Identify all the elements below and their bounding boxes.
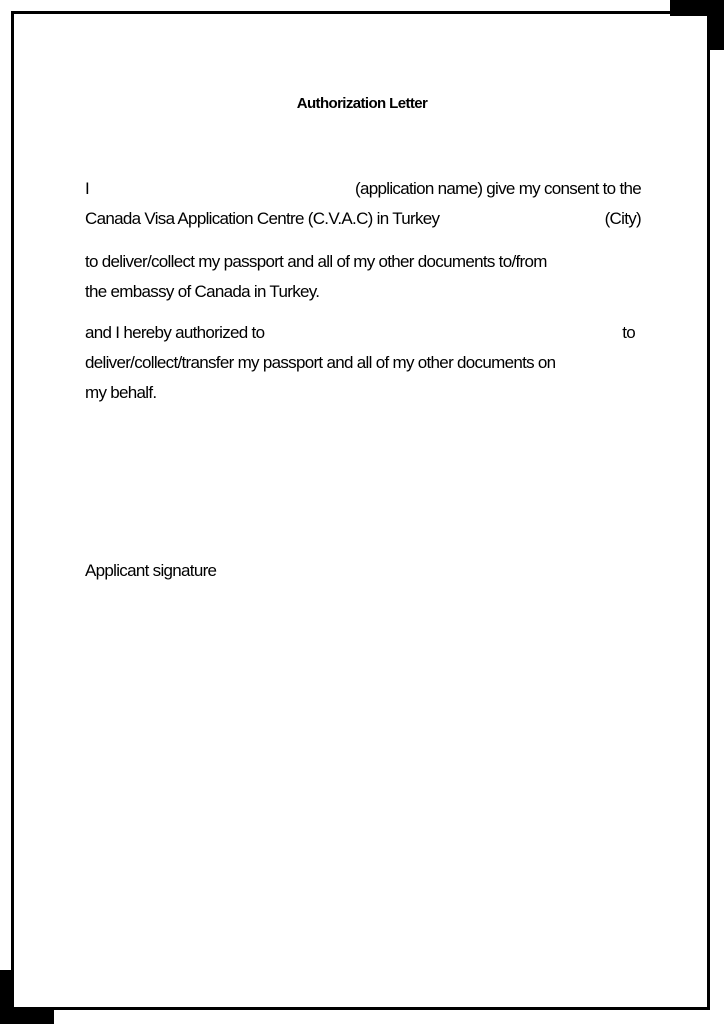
delivery-paragraph	[85, 247, 641, 307]
city-label: (City)	[604, 209, 641, 228]
applicant-signature-label: Applicant signature	[85, 561, 217, 580]
application-name-text: (application name) give my consent to the	[355, 179, 641, 198]
frame-edge-top-right	[710, 0, 724, 50]
frame-edge-bottom-left	[0, 970, 14, 1024]
delivery-text-1: to deliver/collect my passport and all of my other documents to/from	[85, 252, 547, 271]
authorization-line-2	[85, 348, 641, 378]
authorization-text-2: deliver/collect/transfer my passport and all of my other documents on	[85, 353, 556, 372]
authorization-text-3: my behalf.	[85, 383, 157, 402]
consent-line-2	[85, 204, 641, 234]
authorized-to-text: and I hereby authorized to	[85, 323, 265, 342]
delivery-line-1	[85, 247, 641, 277]
page-border	[11, 11, 710, 1010]
letter-title: Authorization Letter	[296, 95, 428, 112]
authorization-paragraph	[85, 318, 641, 408]
authorization-line-3	[85, 378, 641, 408]
delivery-line-2	[85, 277, 641, 307]
pronoun-i: I	[85, 179, 90, 198]
authorization-line-1	[85, 318, 641, 348]
to-text: to	[622, 323, 635, 342]
consent-paragraph	[85, 174, 641, 234]
consent-line-1	[85, 174, 641, 204]
cvac-text: Canada Visa Application Centre (C.V.A.C) in Turkey	[85, 209, 440, 228]
delivery-text-2: the embassy of Canada in Turkey.	[85, 282, 320, 301]
